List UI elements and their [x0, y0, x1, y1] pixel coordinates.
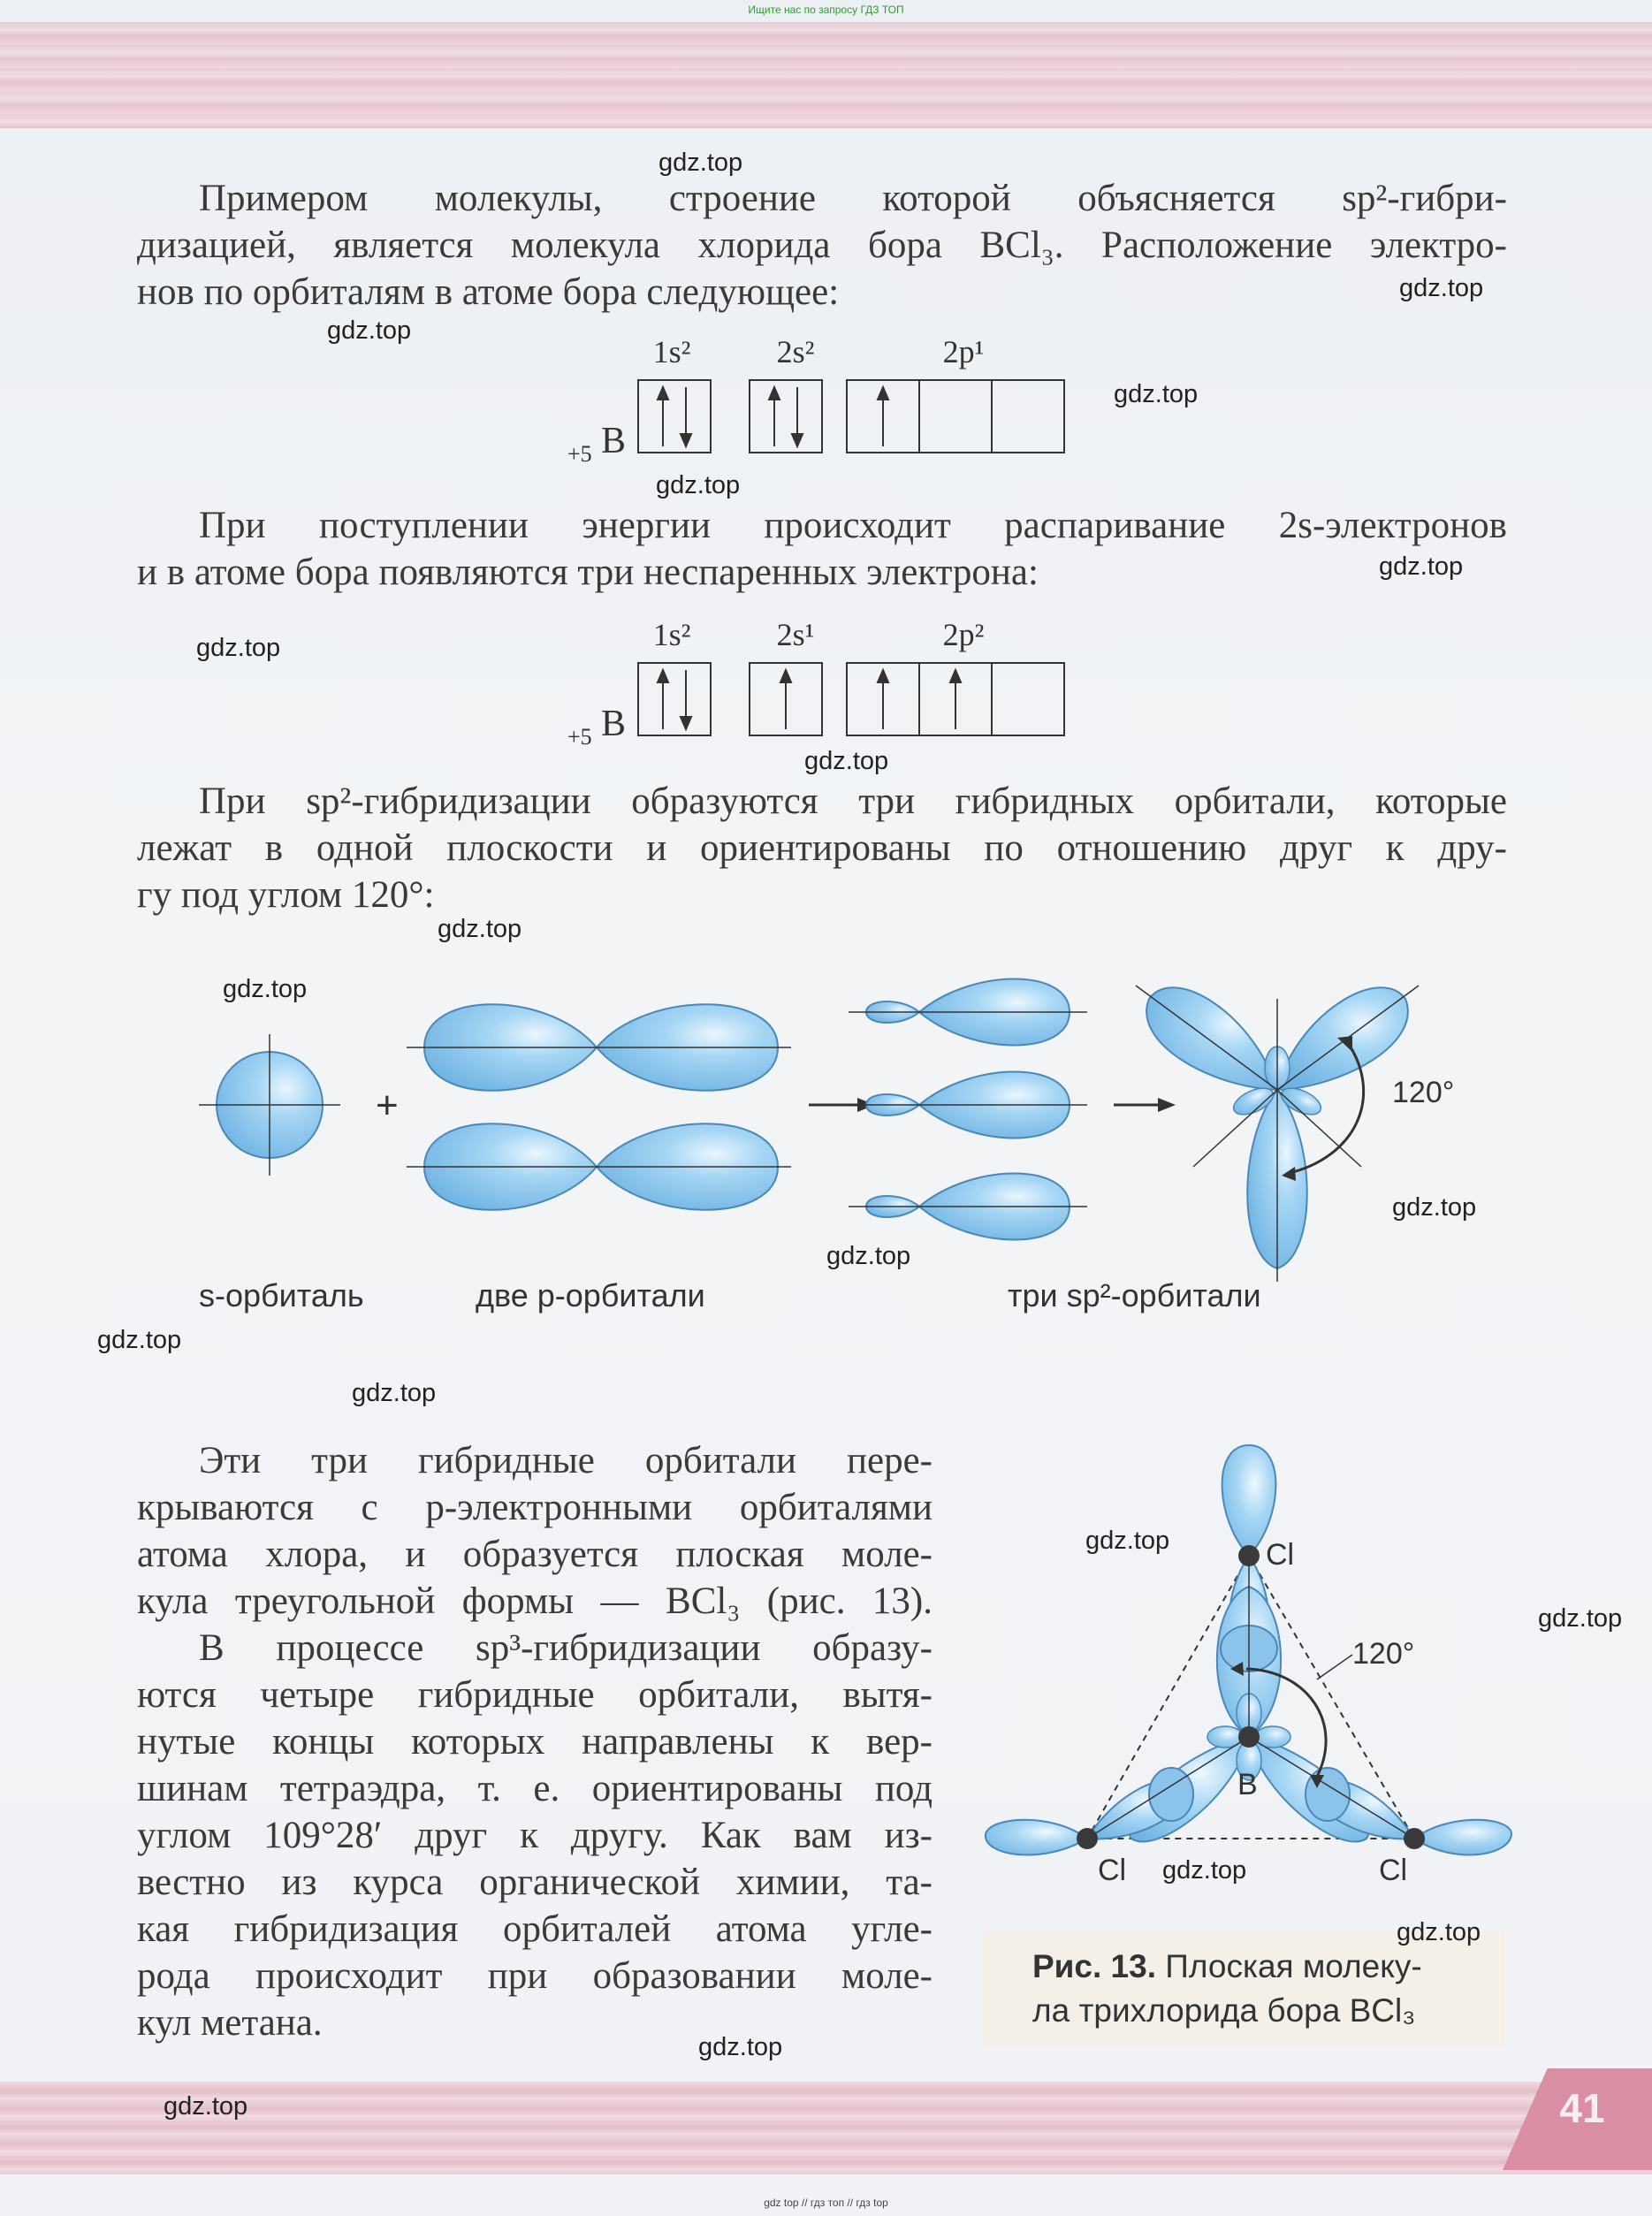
- watermark: gdz.top: [659, 148, 743, 177]
- figure-caption: [1032, 1945, 1527, 2033]
- bcl3-molecule-figure: [981, 1441, 1582, 1936]
- cl-atom-right: [1404, 1828, 1425, 1849]
- paragraph-2-line-1: При поступлении энергии происходит распаривание 2s-электронов: [199, 505, 1507, 546]
- label-cl-right: Cl: [1379, 1854, 1408, 1887]
- diagram-1-level-1: 1s²: [652, 334, 691, 369]
- watermark: gdz.top: [1392, 1193, 1477, 1222]
- caption-s-orbital: s-орбиталь: [199, 1277, 364, 1314]
- paragraph-4-line-1: Эти три гибридные орбитали пере-: [199, 1440, 933, 1481]
- paragraph-5-line-8: рода происходит при образовании моле-: [137, 1955, 933, 1997]
- watermark: gdz.top: [352, 1379, 437, 1407]
- molecule-angle-label: 120°: [1352, 1637, 1415, 1671]
- watermark: gdz.top: [1538, 1604, 1623, 1633]
- sp2-orbital-1: [849, 979, 1087, 1046]
- watermark: gdz.top: [1085, 1527, 1170, 1555]
- top-banner-link[interactable]: Ищите нас по запросу ГДЗ ТОП: [748, 4, 904, 16]
- watermark: gdz.top: [327, 316, 412, 345]
- label-cl-top: Cl: [1266, 1538, 1295, 1572]
- diagram-1-cell-2s: [750, 380, 822, 453]
- paragraph-1-line-3: нов по орбиталям в атоме бора следующее:: [137, 271, 840, 313]
- watermark: gdz.top: [656, 471, 741, 499]
- diagram-2-level-2: 2s¹: [776, 617, 815, 652]
- caption-p-orbitals: две p-орбитали: [476, 1277, 705, 1314]
- paragraph-4: [137, 1437, 933, 1625]
- electron-config-diagram-2: [557, 610, 1105, 760]
- watermark: gdz.top: [804, 747, 889, 775]
- paragraph-5-line-9: кул метана.: [137, 2002, 323, 2044]
- paragraph-5-line-4: шинам тетраэдра, т. е. ориентированы под: [137, 1768, 933, 1809]
- watermark: gdz.top: [164, 2092, 248, 2121]
- diagram-1-cell-1s: [638, 380, 711, 453]
- figure-caption-line-1: [1032, 1945, 1527, 1989]
- p-orbital-upper: [407, 1004, 791, 1091]
- paragraph-1-line-1: Примером молекулы, строение которой объясняется sp²-гибри-: [199, 178, 1507, 219]
- cl-atom-top: [1238, 1545, 1260, 1566]
- paragraph-4-line-2: крываются с p-электронными орбиталями: [137, 1487, 933, 1528]
- diagram-1-level-2: 2s²: [776, 334, 815, 369]
- watermark: gdz.top: [1397, 1918, 1481, 1946]
- watermark: gdz.top: [1399, 274, 1484, 302]
- diagram-1-charge: +5: [567, 441, 592, 467]
- paragraph-3-line-1: При sp²-гибридизации образуются три гибридных орбитали, которые: [199, 781, 1507, 822]
- diagram-2-charge: +5: [567, 724, 592, 750]
- paragraph-1: [137, 175, 1507, 316]
- paragraph-5-line-6: вестно из курса органической химии, та-: [137, 1862, 933, 1903]
- p-orbital-lower: [407, 1123, 791, 1210]
- paragraph-3-line-2: лежат в одной плоскости и ориентированы по отношению друг к дру-: [137, 827, 1507, 869]
- paragraph-5: [137, 1625, 933, 2046]
- page-number: 41: [1559, 2085, 1605, 2131]
- watermark: gdz.top: [698, 2033, 783, 2061]
- electron-config-diagram-1: [557, 327, 1105, 477]
- paragraph-5-line-2: ются четыре гибридные орбитали, вытя-: [137, 1674, 933, 1716]
- cl-atom-left: [1077, 1828, 1098, 1849]
- b-atom-center: [1238, 1726, 1260, 1748]
- arrow-right-icon: [1114, 1098, 1176, 1112]
- paragraph-4-line-4: кула треугольной формы — BCl₃ (рис. 13).: [137, 1580, 933, 1622]
- watermark: gdz.top: [438, 915, 522, 943]
- sp2-orbital-2: [849, 1072, 1087, 1138]
- bottom-banner-link[interactable]: gdz top // гдз топ // гдз top: [764, 2197, 888, 2209]
- paragraph-2-line-2: и в атоме бора появляются три неспаренных электрона:: [137, 552, 1039, 593]
- watermark: gdz.top: [1379, 552, 1464, 581]
- watermark: gdz.top: [223, 975, 308, 1003]
- sp2-orbital-3: [849, 1174, 1087, 1240]
- figure-caption-line-2: ла трихлорида бора BCl₃: [1032, 1992, 1416, 2029]
- paragraph-2: [137, 502, 1507, 596]
- diagram-1-element: B: [601, 421, 627, 461]
- diagram-2-cell-1s: [638, 663, 711, 735]
- diagram-1-cell-2p-2: [919, 380, 992, 453]
- paragraph-3-line-3: гу под углом 120°:: [137, 874, 435, 916]
- diagram-2-element: B: [601, 704, 627, 744]
- diagram-1-cell-2p-3: [992, 380, 1064, 453]
- caption-sp2-orbitals: три sp²-орбитали: [1008, 1277, 1261, 1314]
- watermark: gdz.top: [1114, 380, 1199, 408]
- paragraph-5-line-3: нутые концы которых направлены к вер-: [137, 1721, 933, 1763]
- s-orbital-sphere: [199, 1034, 340, 1176]
- paragraph-5-line-7: кая гибридизация орбиталей атома угле-: [137, 1908, 933, 1950]
- top-decorative-band: [0, 22, 1652, 128]
- paragraph-5-line-5: углом 109°28′ друг к другу. Как вам из-: [137, 1815, 933, 1856]
- diagram-1-level-3: 2p¹: [942, 334, 985, 369]
- diagram-2-level-1: 1s²: [652, 617, 691, 652]
- paragraph-4-line-3: атома хлора, и образуется плоская моле-: [137, 1534, 933, 1575]
- watermark: gdz.top: [1162, 1856, 1247, 1885]
- paragraph-3: [137, 778, 1507, 918]
- watermark: gdz.top: [97, 1326, 182, 1354]
- label-cl-left: Cl: [1098, 1854, 1127, 1887]
- figure-caption-text-1: Плоская молеку-: [1156, 1948, 1422, 1984]
- diagram-2-level-3: 2p²: [942, 617, 985, 652]
- angle-label-120: 120°: [1392, 1076, 1455, 1109]
- paragraph-1-line-2: дизацией, является молекула хлорида бора BCl₃. Расположение электро-: [137, 225, 1507, 266]
- plus-sign: +: [376, 1084, 399, 1127]
- figure-caption-label: Рис. 13.: [1032, 1948, 1156, 1984]
- label-b-center: B: [1237, 1768, 1258, 1801]
- paragraph-5-line-1: В процессе sp³-гибридизации образу-: [199, 1627, 933, 1669]
- hybridization-orbitals-figure: [177, 963, 1485, 1335]
- bottom-decorative-band: [0, 2082, 1652, 2174]
- diagram-2-cell-2p-3: [992, 663, 1064, 735]
- sp2-trigonal-orbitals: [1136, 986, 1419, 1282]
- watermark: gdz.top: [826, 1242, 911, 1270]
- watermark: gdz.top: [196, 634, 281, 662]
